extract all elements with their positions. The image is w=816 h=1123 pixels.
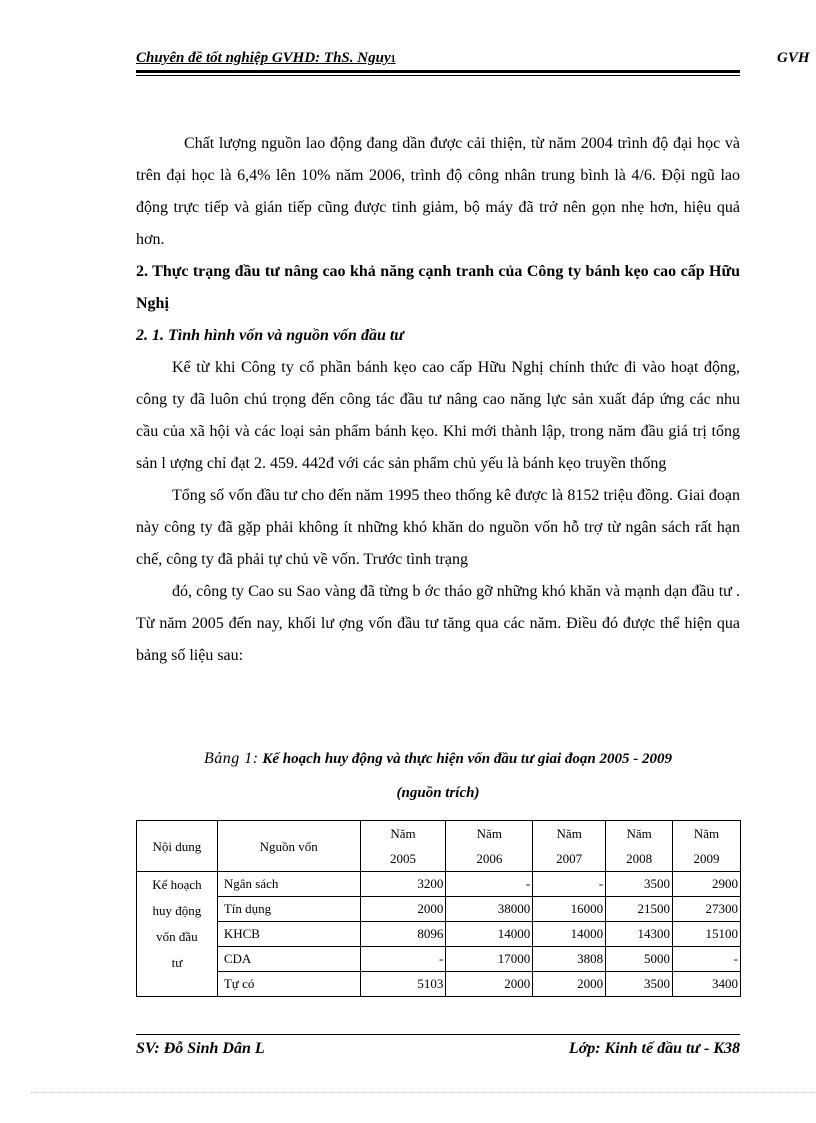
source-cell: KHCB [217,922,360,947]
value-cell: 14000 [533,922,606,947]
value-cell: 3500 [606,872,673,897]
table-row [137,972,741,997]
value-cell: - [446,872,533,897]
value-cell: 2000 [533,972,606,997]
header-rule-thick [136,70,740,73]
paragraph-investment-total: Tổng số vốn đầu tư cho đến năm 1995 theo thống kê được là 8152 triệu đồng. Giai đoạn này công ty đã gặp phải không ít những khó khăn do nguồn vốn hỗ trợ từ ngân sách rất hạn chế, công ty đã phải tự chủ về vốn. Trước tình trạng [136,487,740,568]
header-page-number: 1 [390,54,396,65]
value-cell: 3400 [673,972,741,997]
paragraph-company-history: Kể từ khi Công ty cổ phần bánh kẹo cao cấp Hữu Nghị chính thức đi vào hoạt động, công ty đã luôn chú trọng đến công tác đầu tư nâng cao năng lực sản xuất đáp ứng các nhu cầu của xã hội và các loại sản phẩm bánh kẹo. Khi mới thành lập, trong năm đầu giá trị tổng sản l ượng chỉ đạt 2. 459. 442đ với các sản phẩm chủ yếu là bánh kẹo truyền thống [136,359,740,472]
value-cell: - [360,947,446,972]
value-cell: 3200 [360,872,446,897]
value-cell: 14300 [606,922,673,947]
value-cell: 8096 [360,922,446,947]
value-cell: 27300 [673,897,741,922]
table-header-row [137,821,741,872]
value-cell: 3808 [533,947,606,972]
caption-title: Kế hoạch huy động và thực hiện vốn đầu tư giai đoạn 2005 - 2009 [262,751,673,767]
footer-rule [136,1034,740,1035]
caption-source: (nguồn trích) [396,785,480,801]
value-cell: 2900 [673,872,741,897]
value-cell: 16000 [533,897,606,922]
header-content: Nội dung [137,821,218,872]
page-footer [136,1040,740,1064]
group-label-cell: Kế hoạch huy động vốn đầu tư [137,872,218,997]
value-cell: 2000 [360,897,446,922]
value-cell: 5103 [360,972,446,997]
value-cell: 38000 [446,897,533,922]
source-cell: Ngân sách [217,872,360,897]
header-source: Nguồn vốn [217,821,360,872]
footer-class: Lớp: Kinh tế đầu tư - K38 [568,1040,740,1057]
caption-label: Bảng 1: [203,750,259,767]
table-row [137,922,741,947]
page-bottom-edge [30,1092,816,1094]
investment-table [136,820,741,997]
table-row [137,872,741,897]
source-cell: Tự có [217,972,360,997]
value-cell: 21500 [606,897,673,922]
paragraph-labor-quality: Chất lượng nguồn lao động đang dần được cải thiện, từ năm 2004 trình độ đại học và trên đại học là 6,4% lên 10% năm 2006, trình độ công nhân trung bình là 4/6. Đội ngũ lao động trực tiếp và gián tiếp cũng được tinh giảm, bộ máy đã trở nên gọn nhẹ hơn, hiệu quả hơn. [136,135,740,248]
value-cell: - [533,872,606,897]
value-cell: 14000 [446,922,533,947]
header-year-2005: Năm 2005 [360,821,446,872]
value-cell: 3500 [606,972,673,997]
table-row [137,947,741,972]
header-right-text: GVH [777,50,810,66]
source-cell: Tín dụng [217,897,360,922]
subsection-heading: 2. 1. Tình hình vốn và nguồn vốn đầu tư [136,327,404,344]
header-left-text: Chuyên đề tốt nghiệp GVHD: ThS. Nguy1 [136,50,396,66]
value-cell: 17000 [446,947,533,972]
body-text [136,128,740,672]
table-caption [136,742,740,810]
header-year-2008: Năm 2008 [606,821,673,872]
header-year-2007: Năm 2007 [533,821,606,872]
section-heading: 2. Thực trạng đầu tư nâng cao khả năng cạnh tranh của Công ty bánh kẹo cao cấp Hữu Nghị [136,263,740,312]
page-header [136,48,816,72]
table-row [137,897,741,922]
value-cell: 5000 [606,947,673,972]
value-cell: - [673,947,741,972]
header-year-2009: Năm 2009 [673,821,741,872]
paragraph-investment-growth: đó, công ty Cao su Sao vàng đã từng b ớc tháo gỡ những khó khăn và mạnh dạn đầu tư . Từ năm 2005 đến nay, khối lư ợng vốn đầu tư tăng qua các năm. Điều đó được thể hiện qua bảng số liệu sau: [136,583,740,664]
header-rule-thin [136,75,740,76]
value-cell: 2000 [446,972,533,997]
value-cell: 15100 [673,922,741,947]
source-cell: CDA [217,947,360,972]
header-year-2006: Năm 2006 [446,821,533,872]
footer-student: SV: Đỗ Sinh Dân L [136,1040,265,1057]
